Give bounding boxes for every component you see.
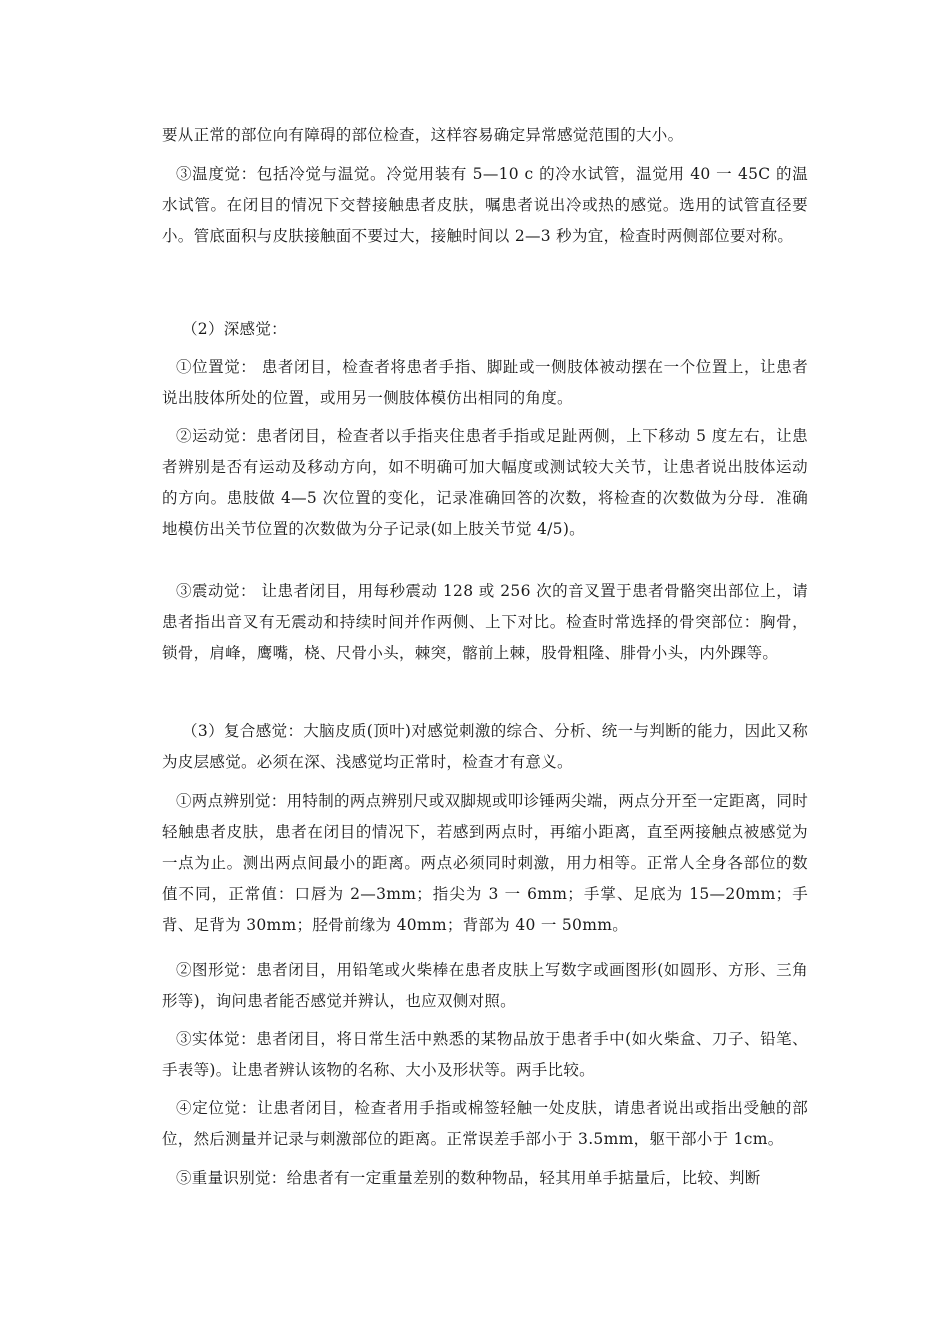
paragraph-position-sense: ①位置觉： 患者闭目，检查者将患者手指、脚趾或一侧肢体被动摆在一个位置上，让患者说出肢体所处的位置，或用另一侧肢体模仿出相同的角度。: [162, 358, 808, 407]
paragraph-two-point-discrimination: ①两点辨别觉：用特制的两点辨别尺或双脚规或叩诊锤两尖端，两点分开至一定距离，同时轻触患者皮肤，患者在闭目的情况下，若感到两点时，再缩小距离，直至两接触点被感觉为一点为止。测出两点间最小的距离。两点必须同时刺激，用力相等。正常人全身各部位的数值不同，正常值：口唇为 2—3mm；指尖为 3 一 6mm；手掌、足底为 15—20mm；手背、足背为 30mm；胫骨前缘为 40mm；背部为 40 一 50mm。: [162, 792, 809, 934]
paragraph-stereognosis: ③实体觉：患者闭目，将日常生活中熟悉的某物品放于患者手中(如火柴盒、刀子、铅笔、手表等)。让患者辨认该物的名称、大小及形状等。两手比较。: [162, 1030, 808, 1079]
paragraph-continuation: 要从正常的部位向有障碍的部位检查，这样容易确定异常感觉范围的大小。: [162, 126, 684, 144]
heading-composite-sensation: （3）复合感觉：大脑皮质(顶叶)对感觉刺激的综合、分析、统一与判断的能力，因此又称为皮层感觉。必须在深、浅感觉均正常时，检查才有意义。: [162, 722, 808, 771]
heading-deep-sensation: （2）深感觉：: [182, 320, 287, 338]
paragraph-vibration-sense: ③震动觉： 让患者闭目，用每秒震动 128 或 256 次的音叉置于患者骨骼突出部位上，请患者指出音叉有无震动和持续时间并作两侧、上下对比。检查时常选择的骨突部位：胸骨，锁骨，肩峰，鹰嘴，桡、尺骨小头，棘突，髂前上棘，股骨粗隆、腓骨小头，内外踝等。: [162, 582, 808, 662]
paragraph-motion-sense: ②运动觉：患者闭目，检查者以手指夹住患者手指或足趾两侧，上下移动 5 度左右，让患者辨别是否有运动及移动方向，如不明确可加大幅度或测试较大关节，让患者说出肢体运动的方向。患肢做 4—5 次位置的变化，记录准确回答的次数，将检查的次数做为分母．准确地模仿出关节位置的次数做为分子记录(如上肢关节觉 4/5)。: [162, 427, 808, 538]
paragraph-weight-discrimination: ⑤重量识别觉：给患者有一定重量差别的数种物品，轻其用单手掂量后，比较、判断: [176, 1169, 761, 1187]
paragraph-temperature-sense: ③温度觉：包括冷觉与温觉。冷觉用装有 5—10 c 的冷水试管，温觉用 40 一 45C 的温水试管。在闭目的情况下交替接触患者皮肤，嘱患者说出冷或热的感觉。选用的试管直径要小。管底面积与皮肤接触面不要过大，接触时间以 2—3 秒为宜，检查时两侧部位要对称。: [162, 165, 808, 245]
paragraph-graphesthesia: ②图形觉：患者闭目，用铅笔或火柴棒在患者皮肤上写数字或画图形(如圆形、方形、三角形等)，询问患者能否感觉并辨认，也应双侧对照。: [162, 961, 808, 1010]
paragraph-localization-sense: ④定位觉：让患者闭目，检查者用手指或棉签轻触一处皮肤，请患者说出或指出受触的部位，然后测量并记录与刺激部位的距离。正常误差手部小于 3.5mm，躯干部小于 1cm。: [162, 1099, 808, 1148]
